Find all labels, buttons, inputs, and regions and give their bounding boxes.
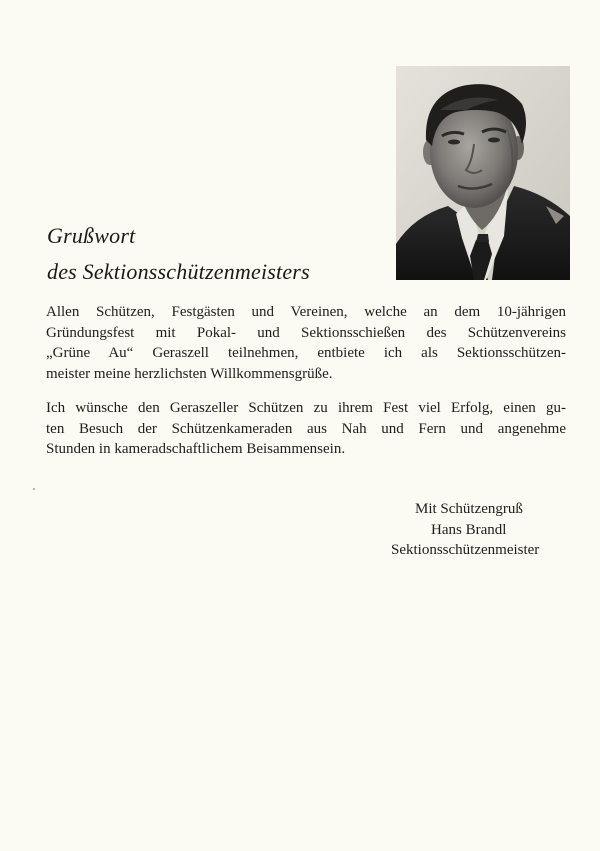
- paragraph-1: [46, 302, 566, 384]
- paragraph-line: Allen Schützen, Festgästen und Vereinen, welche an dem 10-jährigen: [46, 304, 566, 320]
- signature-role: Sektionsschützenmeister: [391, 542, 540, 558]
- paragraph-line: Ich wünsche den Geraszeller Schützen zu ihrem Fest viel Erfolg, einen gu-: [46, 400, 566, 416]
- title-line-1: Grußwort: [47, 223, 136, 248]
- paper-speck: [33, 488, 35, 490]
- signature-greeting: Mit Schützengruß: [415, 501, 523, 517]
- title-line-2: des Sektionsschützenmeisters: [47, 259, 310, 284]
- signature-block: [388, 499, 578, 561]
- portrait-image: [396, 66, 570, 280]
- page-title: [47, 218, 310, 290]
- portrait-photo: [396, 66, 570, 280]
- signature-name: Hans Brandl: [431, 521, 507, 538]
- paragraph-line: Stunden in kameradschaftlichem Beisammensein.: [46, 441, 346, 457]
- paragraph-line: Gründungsfest mit Pokal- und Sektionsschießen des Schützenvereins: [46, 324, 566, 341]
- paragraph-line: „Grüne Au“ Geraszell teilnehmen, entbiete ich als Sektionsschützen-: [46, 345, 566, 361]
- paragraph-2: [46, 398, 566, 460]
- paragraph-line: meister meine herzlichsten Willkommensgrüße.: [46, 365, 333, 382]
- paragraph-line: ten Besuch der Schützenkameraden aus Nah und Fern und angenehme: [46, 420, 566, 437]
